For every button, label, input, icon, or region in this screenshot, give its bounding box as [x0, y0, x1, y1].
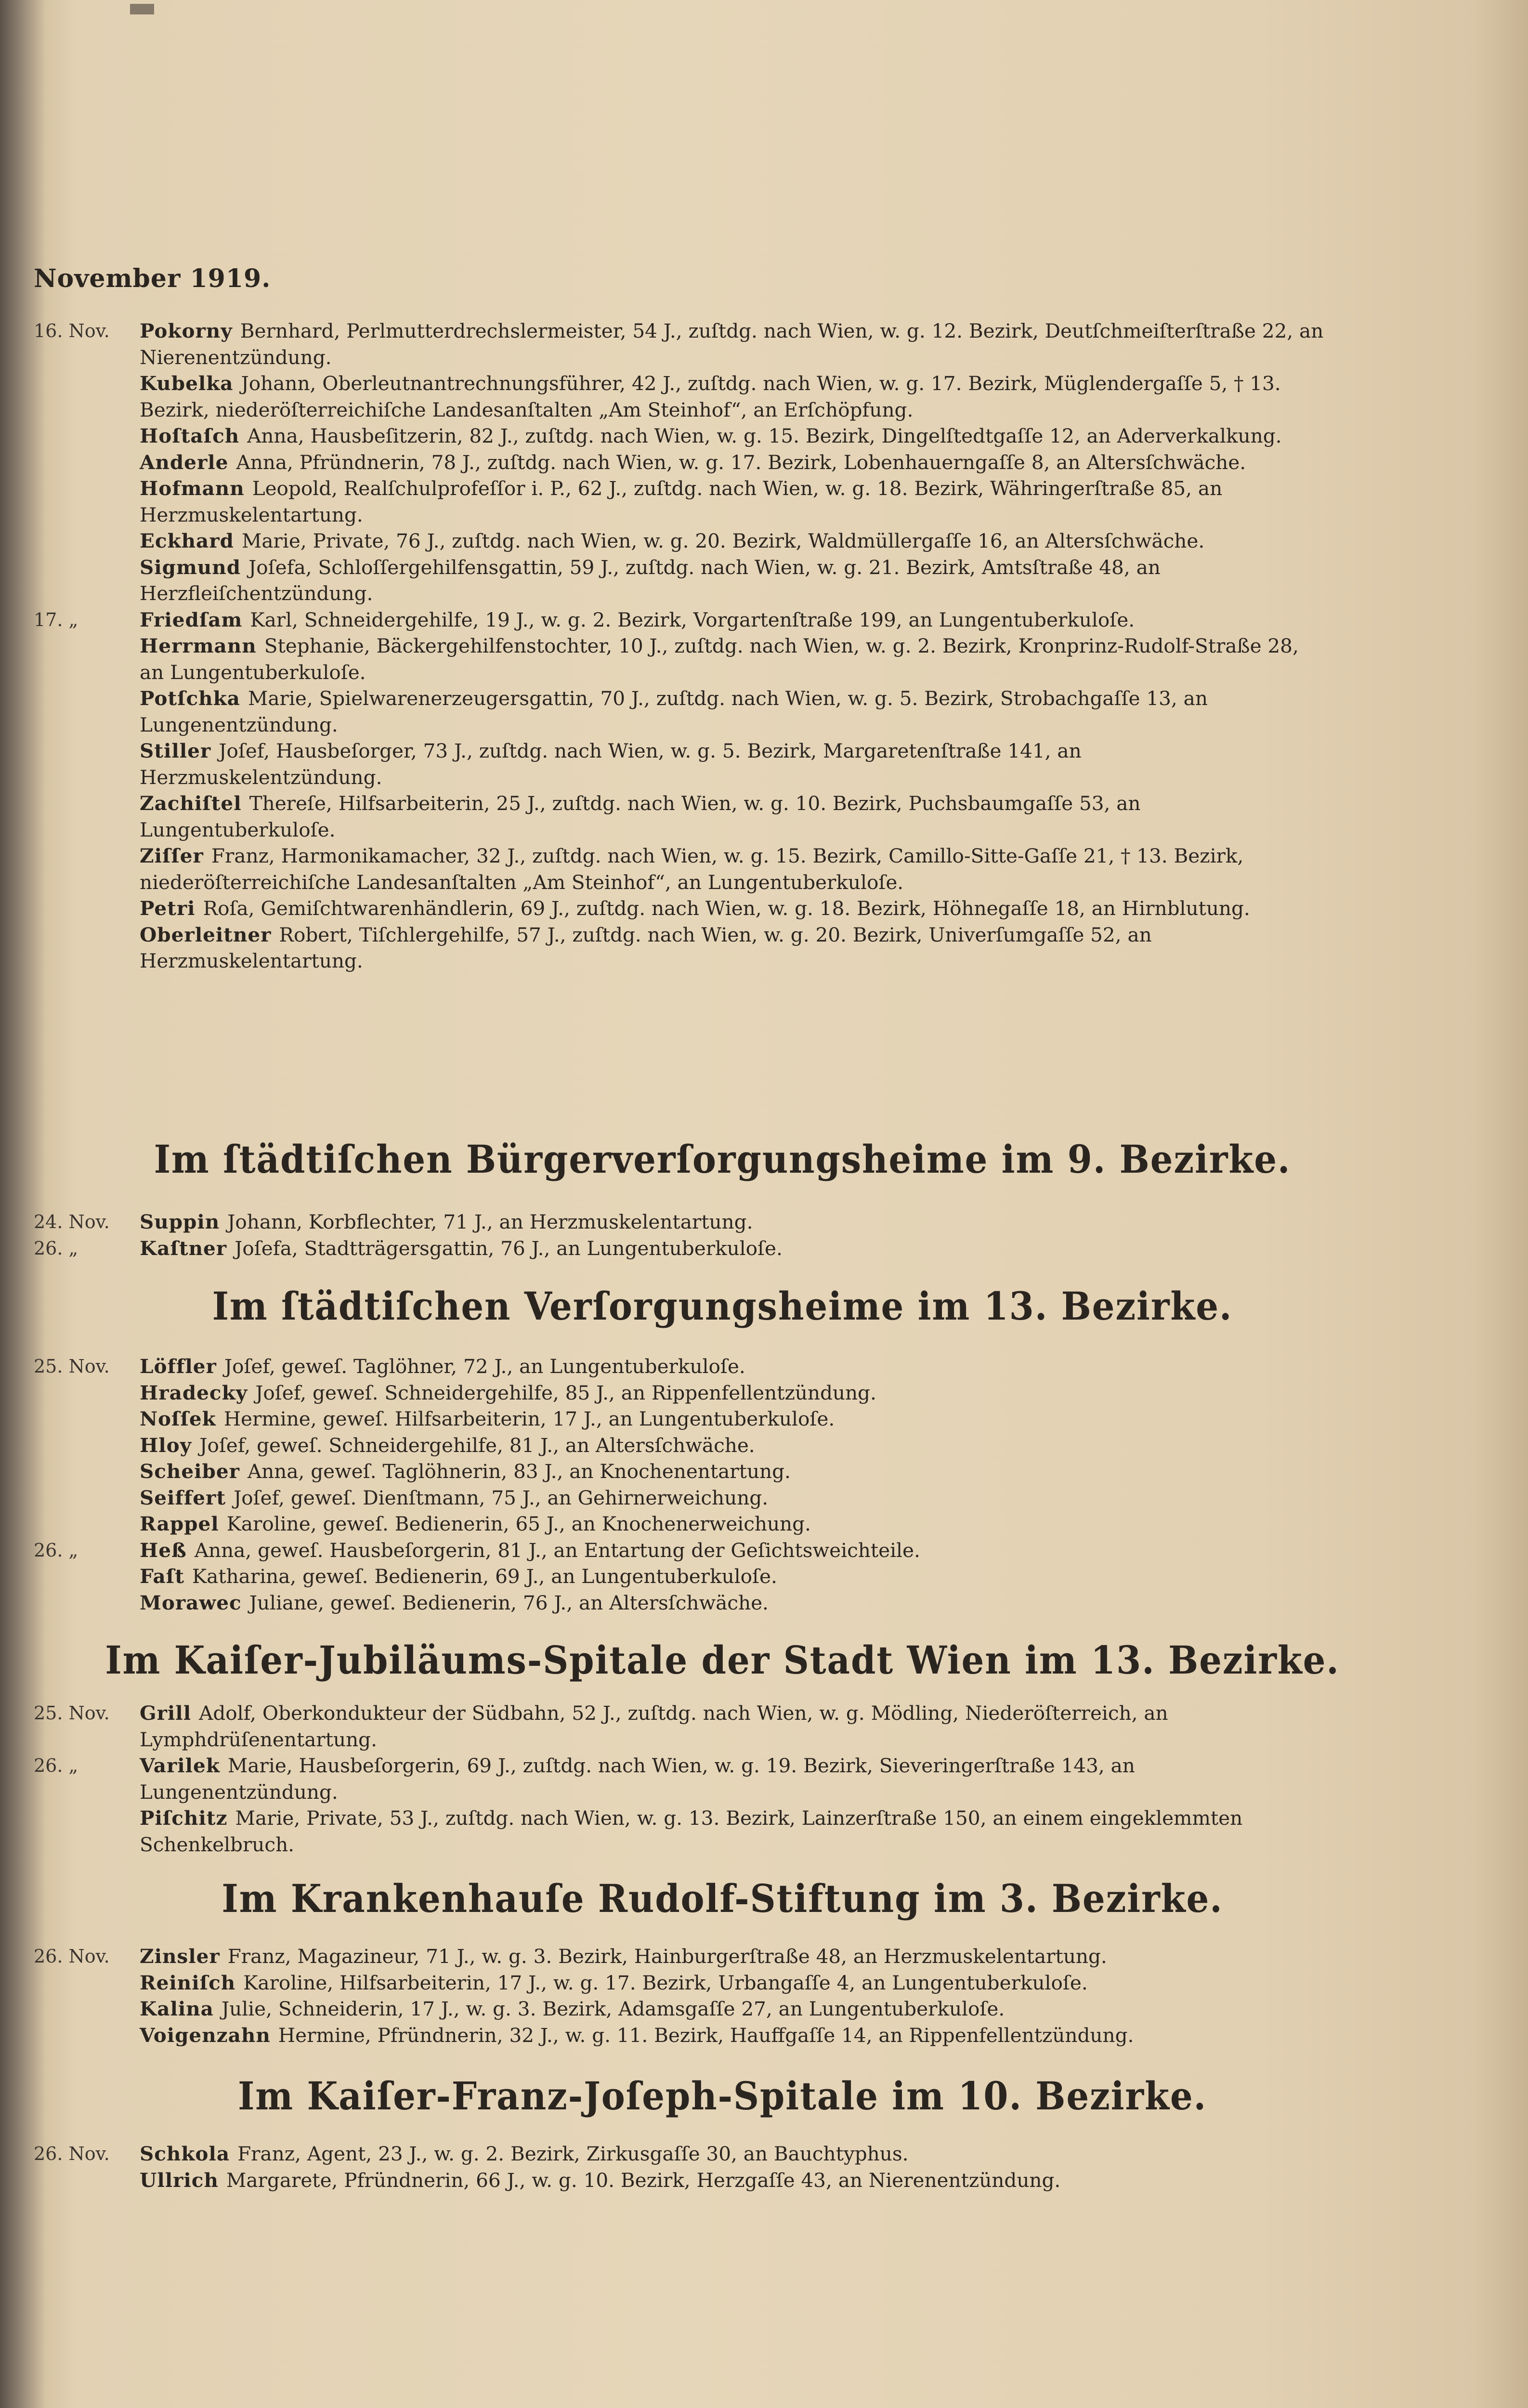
entry-date: 26. Nov.	[34, 2143, 110, 2164]
entry-list	[34, 318, 1324, 974]
entry-body	[140, 685, 1324, 738]
section-heading-versorgungsheim: Im ſtädtiſchen Verſorgungsheime im 13. Bezirke.	[212, 1283, 1233, 1329]
entry-body	[140, 843, 1324, 895]
entry-details: Franz, Agent, 23 J., w. g. 2. Bezirk, Zirkusgaſſe 30, an Bauchtyphus.	[237, 2142, 909, 2165]
entry-details: Hermine, Pfründnerin, 32 J., w. g. 11. Bezirk, Hauffgaſſe 14, an Rippenfellentzündung.	[278, 2023, 1134, 2047]
death-notice-entry	[34, 1458, 1324, 1485]
entry-date: 26. „	[34, 1237, 78, 1259]
deceased-surname: Kaſtner	[140, 1236, 227, 1260]
death-notice-entry	[34, 370, 1324, 423]
death-notice-entry	[34, 554, 1324, 607]
section-heading-rudolfstiftung: Im Krankenhauſe Rudolf-Stiftung im 3. Bezirke.	[222, 1876, 1223, 1921]
death-notice-entry	[34, 922, 1324, 974]
entry-body	[140, 554, 1324, 607]
entry-details: Marie, Spielwarenerzeugersgattin, 70 J., zuſtdg. nach Wien, w. g. 5. Bezirk, Strobachgaſſe 13, an Lungenentzündung.	[140, 687, 1208, 736]
deceased-surname: Suppin	[140, 1210, 220, 1233]
death-notice-entry	[34, 1700, 1324, 1753]
entry-date: 26. Nov.	[34, 1946, 110, 1967]
entry-body	[140, 633, 1324, 685]
death-notice-entry	[34, 1943, 1324, 1970]
entry-body	[140, 1753, 1324, 1805]
death-notice-entry	[34, 1406, 1324, 1432]
entry-details: Karoline, geweſ. Bedienerin, 65 J., an Knochenerweichung.	[226, 1512, 811, 1535]
entry-details: Robert, Tiſchlergehilfe, 57 J., zuſtdg. nach Wien, w. g. 20. Bezirk, Univerſumgaſſe 52, an Herzmuskelentartung.	[140, 923, 1152, 972]
entry-details: Juliane, geweſ. Bedienerin, 76 J., an Altersſchwäche.	[249, 1591, 769, 1614]
entry-body	[140, 1996, 1324, 2022]
death-notice-entry	[34, 449, 1324, 476]
entry-body	[140, 1209, 1324, 1235]
entry-details: Anna, Hausbeſitzerin, 82 J., zuſtdg. nach Wien, w. g. 15. Bezirk, Dingelſtedtgaſſe 12, an Aderverkalkung.	[247, 424, 1282, 447]
entry-details: Thereſe, Hilfsarbeiterin, 25 J., zuſtdg. nach Wien, w. g. 10. Bezirk, Puchsbaumgaſſe 53, an Lungentuberkuloſe.	[140, 792, 1141, 841]
death-notice-entry	[34, 2141, 1324, 2167]
deceased-surname: Morawec	[140, 1591, 242, 1614]
death-notice-entry	[34, 1380, 1324, 1406]
entry-body	[140, 738, 1324, 790]
entry-list	[34, 1353, 1324, 1616]
section-buergerversorgungsheim	[34, 1209, 1324, 1261]
deceased-surname: Potſchka	[140, 687, 240, 710]
deceased-surname: Heß	[140, 1538, 187, 1562]
entry-list	[34, 2141, 1324, 2193]
entry-body	[140, 922, 1324, 974]
death-notice-entry	[34, 528, 1324, 554]
entry-details: Joſefa, Schloſſergehilfensgattin, 59 J., zuſtdg. nach Wien, w. g. 21. Bezirk, Amtsſtraße 48, an Herzfleiſchentzündung.	[140, 555, 1161, 605]
section-heading-jubilaeumsspital: Im Kaiſer-Jubiläums-Spitale der Stadt Wien im 13. Bezirke.	[105, 1637, 1340, 1683]
death-notice-entry	[34, 2022, 1324, 2049]
entry-details: Karoline, Hilfsarbeiterin, 17 J., w. g. 17. Bezirk, Urbangaſſe 4, an Lungentuberkuloſe.	[243, 1971, 1088, 1994]
entry-details: Karl, Schneidergehilfe, 19 J., w. g. 2. Bezirk, Vorgartenſtraße 199, an Lungentuberkuloſe.	[250, 608, 1135, 631]
entry-date: 25. Nov.	[34, 1356, 110, 1377]
entry-body	[140, 449, 1324, 476]
entry-list	[34, 1700, 1324, 1858]
death-notice-entry	[34, 475, 1324, 528]
entry-body	[140, 528, 1324, 554]
entry-list	[34, 1209, 1324, 1261]
entry-body	[140, 318, 1324, 370]
deceased-surname: Ullrich	[140, 2168, 219, 2192]
deceased-surname: Schkola	[140, 2142, 230, 2165]
entry-body	[140, 1511, 1324, 1537]
deceased-surname: Grill	[140, 1701, 192, 1725]
entry-details: Katharina, geweſ. Bedienerin, 69 J., an Lungentuberkuloſe.	[192, 1565, 777, 1588]
death-notice-entry	[34, 633, 1324, 685]
death-notice-entry	[34, 1970, 1324, 1996]
death-notice-entry	[34, 790, 1324, 843]
entry-details: Anna, geweſ. Taglöhnerin, 83 J., an Knochenentartung.	[247, 1460, 791, 1483]
entry-date: 24. Nov.	[34, 1211, 110, 1232]
death-notice-entry	[34, 1590, 1324, 1616]
death-notice-entry	[34, 318, 1324, 370]
entry-body	[140, 1380, 1324, 1406]
entry-body	[140, 475, 1324, 528]
deceased-surname: Noſſek	[140, 1407, 216, 1430]
entry-date: 26. „	[34, 1755, 78, 1776]
entry-details: Stephanie, Bäckergehilfenstochter, 10 J., zuſtdg. nach Wien, w. g. 2. Bezirk, Kronprinz-Rudolf-Straße 28, an Lungentuberkuloſe.	[140, 634, 1299, 684]
section-rudolfstiftung	[34, 1943, 1324, 2048]
death-notice-entry	[34, 843, 1324, 895]
entry-details: Marie, Private, 53 J., zuſtdg. nach Wien, w. g. 13. Bezirk, Lainzerſtraße 150, an einem eingeklemmten Schenkelbruch.	[140, 1806, 1243, 1856]
death-notice-entry	[34, 1563, 1324, 1590]
death-notice-entry	[34, 1753, 1324, 1805]
death-notice-entry	[34, 423, 1324, 449]
deceased-surname: Kalina	[140, 1997, 214, 2020]
deceased-surname: Voigenzahn	[140, 2023, 271, 2047]
entry-details: Anna, Pfründnerin, 78 J., zuſtdg. nach Wien, w. g. 17. Bezirk, Lobenhauerngaſſe 8, an Altersſchwäche.	[236, 450, 1246, 474]
entry-list	[34, 1943, 1324, 2048]
deceased-surname: Petri	[140, 897, 196, 920]
entry-body	[140, 2141, 1324, 2167]
entry-body	[140, 2022, 1324, 2049]
entry-details: Joſef, geweſ. Dienſtmann, 75 J., an Gehirnerweichung.	[234, 1486, 769, 1509]
section-heading-buergerversorgungsheim: Im ſtädtiſchen Bürgerverſorgungsheime im 9. Bezirke.	[154, 1137, 1291, 1182]
entry-body	[140, 1406, 1324, 1432]
entry-details: Roſa, Gemiſchtwarenhändlerin, 69 J., zuſtdg. nach Wien, w. g. 18. Bezirk, Höhnegaſſe 18, an Hirnblutung.	[203, 897, 1250, 920]
death-notice-entry	[34, 895, 1324, 922]
deceased-surname: Löffler	[140, 1355, 217, 1378]
entry-date: 25. Nov.	[34, 1702, 110, 1724]
entry-body	[140, 1432, 1324, 1459]
entry-details: Marie, Private, 76 J., zuſtdg. nach Wien, w. g. 20. Bezirk, Waldmüllergaſſe 16, an Altersſchwäche.	[241, 529, 1205, 552]
deceased-surname: Scheiber	[140, 1460, 240, 1483]
deceased-surname: Hradecky	[140, 1381, 248, 1404]
death-notice-entry	[34, 1996, 1324, 2022]
entry-details: Joſefa, Stadtträgersgattin, 76 J., an Lungentuberkuloſe.	[235, 1236, 783, 1260]
section-general	[34, 318, 1324, 974]
entry-date: 17. „	[34, 609, 78, 630]
entry-details: Johann, Korbflechter, 71 J., an Herzmuskelentartung.	[227, 1210, 753, 1233]
entry-body	[140, 1700, 1324, 1753]
deceased-surname: Rappel	[140, 1512, 219, 1535]
deceased-surname: Eckhard	[140, 529, 234, 552]
entry-details: Julie, Schneiderin, 17 J., w. g. 3. Bezirk, Adamsgaſſe 27, an Lungentuberkuloſe.	[221, 1997, 1005, 2020]
entry-body	[140, 370, 1324, 423]
section-franz-joseph-spital	[34, 2141, 1324, 2193]
entry-body	[140, 1805, 1324, 1858]
section-versorgungsheim	[34, 1353, 1324, 1616]
entry-details: Bernhard, Perlmutterdrechslermeister, 54 J., zuſtdg. nach Wien, w. g. 12. Bezirk, Deutſchmeiſterſtraße 22, an Nierenentzündung.	[140, 319, 1324, 369]
entry-details: Joſef, Hausbeſorger, 73 J., zuſtdg. nach Wien, w. g. 5. Bezirk, Margaretenſtraße 141, an Herzmuskelentzündung.	[140, 739, 1082, 789]
death-notice-entry	[34, 1485, 1324, 1511]
death-notice-entry	[34, 1511, 1324, 1537]
deceased-surname: Friedſam	[140, 608, 243, 631]
death-notice-entry	[34, 1235, 1324, 1262]
entry-body	[140, 1458, 1324, 1485]
deceased-surname: Seiffert	[140, 1486, 226, 1509]
entry-details: Leopold, Realſchulprofeſſor i. P., 62 J., zuſtdg. nach Wien, w. g. 18. Bezirk, Währingerſtraße 85, an Herzmuskelentartung.	[140, 477, 1223, 526]
entry-body	[140, 790, 1324, 843]
deceased-surname: Zachiſtel	[140, 792, 242, 815]
deceased-surname: Hofmann	[140, 477, 245, 500]
deceased-surname: Anderle	[140, 450, 229, 474]
top-edge-mark	[130, 4, 154, 14]
death-notice-entry	[34, 738, 1324, 790]
entry-details: Margarete, Pfründnerin, 66 J., w. g. 10. Bezirk, Herzgaſſe 43, an Nierenentzündung.	[226, 2168, 1061, 2192]
entry-body	[140, 1537, 1324, 1564]
death-notice-entry	[34, 685, 1324, 738]
death-notice-entry	[34, 607, 1324, 633]
entry-body	[140, 2167, 1324, 2194]
entry-body	[140, 1563, 1324, 1590]
death-notice-entry	[34, 1353, 1324, 1380]
deceased-surname: Sigmund	[140, 555, 241, 579]
page-header: November 1919.	[34, 264, 271, 293]
death-notice-entry	[34, 1209, 1324, 1235]
death-notice-entry	[34, 1537, 1324, 1564]
death-notice-entry	[34, 2167, 1324, 2194]
entry-details: Hermine, geweſ. Hilfsarbeiterin, 17 J., an Lungentuberkuloſe.	[223, 1407, 835, 1430]
entry-body	[140, 895, 1324, 922]
deceased-surname: Herrmann	[140, 634, 257, 657]
section-jubilaeumsspital	[34, 1700, 1324, 1858]
entry-details: Marie, Hausbeſorgerin, 69 J., zuſtdg. nach Wien, w. g. 19. Bezirk, Sieveringerſtraße 143, an Lungenentzündung.	[140, 1754, 1135, 1804]
deceased-surname: Kubelka	[140, 372, 234, 395]
deceased-surname: Hloy	[140, 1433, 192, 1457]
entry-body	[140, 1353, 1324, 1380]
deceased-surname: Pokorny	[140, 319, 233, 342]
death-notice-entry	[34, 1805, 1324, 1858]
entry-body	[140, 423, 1324, 449]
death-notice-entry	[34, 1432, 1324, 1459]
entry-body	[140, 1235, 1324, 1262]
deceased-surname: Hoſtaſch	[140, 424, 240, 447]
deceased-surname: Oberleitner	[140, 923, 272, 946]
deceased-surname: Zinsler	[140, 1945, 220, 1968]
entry-body	[140, 1590, 1324, 1616]
entry-details: Joſef, geweſ. Schneidergehilfe, 81 J., an Altersſchwäche.	[199, 1433, 755, 1457]
deceased-surname: Piſchitz	[140, 1806, 228, 1830]
deceased-surname: Varilek	[140, 1754, 220, 1777]
entry-body	[140, 1970, 1324, 1996]
entry-body	[140, 607, 1324, 633]
entry-body	[140, 1485, 1324, 1511]
entry-date: 26. „	[34, 1539, 78, 1561]
entry-details: Joſef, geweſ. Schneidergehilfe, 85 J., an Rippenfellentzündung.	[255, 1381, 876, 1404]
entry-details: Joſef, geweſ. Taglöhner, 72 J., an Lungentuberkuloſe.	[224, 1355, 745, 1378]
entry-body	[140, 1943, 1324, 1970]
deceased-surname: Reiniſch	[140, 1971, 236, 1994]
deceased-surname: Ziſſer	[140, 844, 204, 867]
deceased-surname: Stiller	[140, 739, 211, 762]
deceased-surname: Faſt	[140, 1565, 184, 1588]
entry-details: Franz, Harmonikamacher, 32 J., zuſtdg. nach Wien, w. g. 15. Bezirk, Camillo-Sitte-Gaſſe 21, † 13. Bezirk, niederöſterreichiſche Landesanſtalten „Am Steinhof“, an Lungentuberkuloſe.	[140, 844, 1244, 894]
entry-details: Adolf, Oberkondukteur der Südbahn, 52 J., zuſtdg. nach Wien, w. g. Mödling, Niederöſterreich, an Lymphdrüſenentartung.	[140, 1701, 1168, 1751]
entry-details: Anna, geweſ. Hausbeſorgerin, 81 J., an Entartung der Geſichtsweichteile.	[194, 1538, 920, 1562]
entry-details: Franz, Magazineur, 71 J., w. g. 3. Bezirk, Hainburgerſtraße 48, an Herzmuskelentartung.	[227, 1945, 1107, 1968]
entry-date: 16. Nov.	[34, 320, 110, 341]
section-heading-franz-joseph-spital: Im Kaiſer-Franz-Joſeph-Spitale im 10. Bezirke.	[237, 2073, 1207, 2119]
entry-details: Johann, Oberleutnantrechnungsführer, 42 J., zuſtdg. nach Wien, w. g. 17. Bezirk, Müglendergaſſe 5, † 13. Bezirk, niederöſterreichiſche Landesanſtalten „Am Steinhof“, an Erſchöpfung.	[140, 372, 1281, 421]
